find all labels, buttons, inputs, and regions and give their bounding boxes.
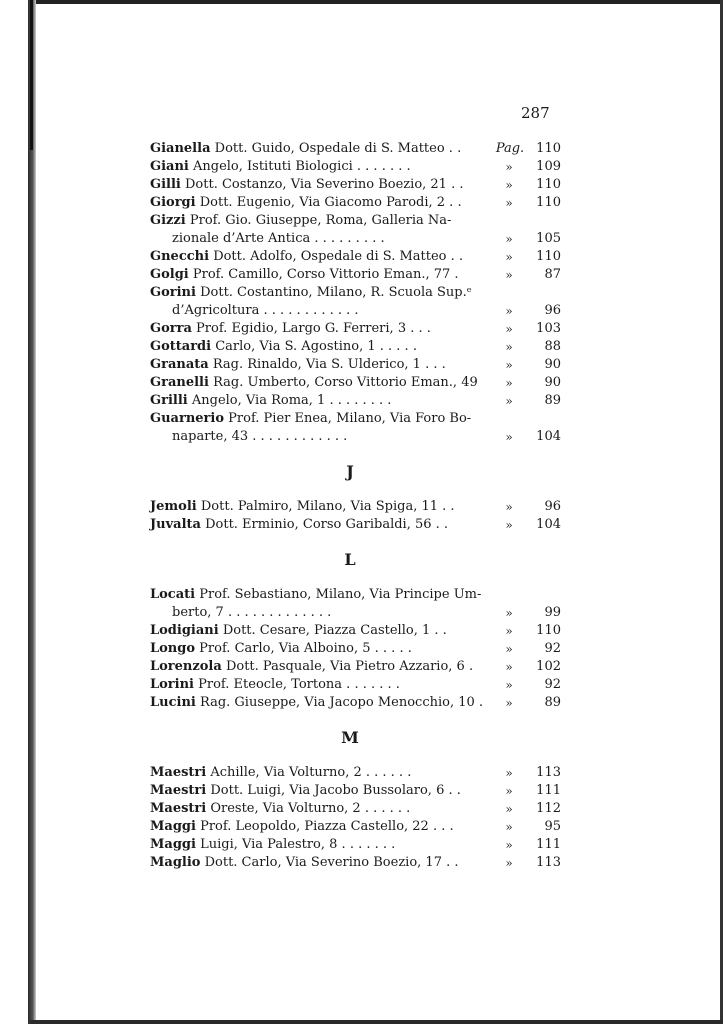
entry-page-number: 104 — [536, 517, 561, 532]
entry-line — [150, 658, 473, 676]
entry-details: Prof. Eteocle, Tortona . . . . . . . — [198, 677, 400, 692]
entry-details: Carlo, Via S. Agostino, 1 . . . . . — [215, 339, 417, 354]
entry-details: Dott. Costanzo, Via Severino Boezio, 21 . . — [185, 177, 464, 192]
entry-page-number: 110 — [536, 141, 561, 156]
index-section — [150, 140, 560, 446]
page-ditto-mark: » — [505, 394, 513, 408]
page-ditto-mark: » — [505, 250, 513, 264]
entry-page-number: 110 — [536, 623, 561, 638]
entry-surname: Maestri — [150, 783, 207, 798]
entry-surname: Juvalta — [150, 517, 201, 532]
page-ditto-mark: » — [505, 340, 513, 354]
entry-line — [150, 212, 451, 230]
index-section — [150, 712, 560, 872]
index-entry — [150, 212, 560, 248]
index-entry — [150, 158, 560, 176]
book-spine-edge — [28, 0, 36, 1024]
page-number: 287 — [521, 104, 550, 122]
entry-surname: Granelli — [150, 375, 209, 390]
entry-surname: Giorgi — [150, 195, 196, 210]
entry-page-number: 89 — [544, 393, 561, 408]
entry-line — [150, 158, 411, 176]
entry-line — [150, 854, 459, 872]
index-entry — [150, 640, 560, 658]
entry-details: Dott. Adolfo, Ospedale di S. Matteo . . — [213, 249, 464, 264]
page-ditto-mark: » — [505, 178, 513, 192]
index-section — [150, 534, 560, 712]
index-entry — [150, 516, 560, 534]
entry-details: Luigi, Via Palestro, 8 . . . . . . . — [200, 837, 396, 852]
entry-line — [150, 836, 395, 854]
index-entry — [150, 356, 560, 374]
entry-surname: Locati — [150, 587, 196, 602]
page-ditto-mark: » — [505, 268, 513, 282]
entry-line — [150, 764, 411, 782]
entry-page-number: 95 — [544, 819, 561, 834]
section-letter-heading: J — [346, 462, 354, 481]
entry-page-number: 104 — [536, 429, 561, 444]
entry-surname: Granata — [150, 357, 209, 372]
index-entry — [150, 392, 560, 410]
entry-page-number: 96 — [544, 499, 561, 514]
entry-page-number: 102 — [536, 659, 561, 674]
entry-details: Prof. Sebastiano, Milano, Via Principe Um- — [199, 587, 482, 602]
entry-surname: Guarnerio — [150, 411, 225, 426]
index-entry — [150, 694, 560, 712]
page-ditto-mark: » — [505, 160, 513, 174]
entry-line — [150, 694, 483, 712]
entry-line — [150, 498, 455, 516]
entry-surname: Maggi — [150, 837, 196, 852]
index-entry — [150, 658, 560, 676]
entry-page-number: 89 — [544, 695, 561, 710]
index-entry — [150, 854, 560, 872]
entry-surname: Gilli — [150, 177, 181, 192]
entry-surname: Gizzi — [150, 213, 186, 228]
index-entry — [150, 836, 560, 854]
entry-line — [150, 356, 446, 374]
entry-surname: Longo — [150, 641, 196, 656]
entry-line — [150, 782, 461, 800]
page-ditto-mark: » — [505, 430, 513, 444]
entry-details: Prof. Pier Enea, Milano, Via Foro Bo- — [228, 411, 472, 426]
entry-page-number: 113 — [536, 765, 561, 780]
entry-page-number: 105 — [536, 231, 561, 246]
entry-page-number: 99 — [544, 605, 561, 620]
page-ditto-mark: » — [505, 376, 513, 390]
entry-details-continued: zionale d’Arte Antica . . . . . . . . . — [172, 231, 385, 246]
entry-line — [150, 676, 400, 694]
index-entry — [150, 622, 560, 640]
entry-details: Prof. Egidio, Largo G. Ferreri, 3 . . . — [196, 321, 431, 336]
entry-details: Rag. Giuseppe, Via Jacopo Menocchio, 10 . — [199, 695, 484, 710]
entry-surname: Lodigiani — [150, 623, 219, 638]
page-ditto-mark: » — [505, 838, 513, 852]
page-ditto-mark: » — [505, 696, 513, 710]
entry-line — [150, 516, 448, 534]
page-ditto-mark: » — [505, 518, 513, 532]
entry-page-number: 110 — [536, 177, 561, 192]
entry-page-number: 111 — [536, 837, 561, 852]
entry-details: Dott. Pasquale, Via Pietro Azzario, 6 . — [225, 659, 474, 674]
entry-surname: Gianella — [150, 141, 211, 156]
entry-surname: Gottardi — [150, 339, 212, 354]
entry-surname: Giani — [150, 159, 189, 174]
entry-details: Prof. Camillo, Corso Vittorio Eman., 77 . — [192, 267, 459, 282]
entry-page-number: 96 — [544, 303, 561, 318]
index-entry — [150, 586, 560, 622]
entry-details: Oreste, Via Volturno, 2 . . . . . . — [210, 801, 411, 816]
entry-line — [150, 640, 412, 658]
entry-line — [150, 338, 417, 356]
entry-details: Dott. Eugenio, Via Giacomo Parodi, 2 . . — [199, 195, 462, 210]
entry-page-number: 103 — [536, 321, 561, 336]
page-ditto-mark: » — [505, 784, 513, 798]
page-ditto-mark: » — [505, 856, 513, 870]
index-entry — [150, 818, 560, 836]
page-ditto-mark: » — [505, 820, 513, 834]
page-ditto-mark: » — [505, 322, 513, 336]
page-ditto-mark: » — [505, 660, 513, 674]
entry-details: Angelo, Istituti Biologici . . . . . . . — [193, 159, 411, 174]
page-ditto-mark: » — [505, 642, 513, 656]
entry-details: Rag. Rinaldo, Via S. Ulderico, 1 . . . — [212, 357, 446, 372]
index-entry — [150, 320, 560, 338]
entry-line — [150, 176, 463, 194]
entry-page-number: 90 — [544, 357, 561, 372]
entry-page-number: 88 — [544, 339, 561, 354]
entry-page-number: 109 — [536, 159, 561, 174]
entry-details: Dott. Guido, Ospedale di S. Matteo . . — [214, 141, 462, 156]
entry-line — [150, 622, 447, 640]
entry-page-number: 113 — [536, 855, 561, 870]
entry-page-number: 92 — [544, 641, 561, 656]
index-entry — [150, 410, 560, 446]
index-section — [150, 446, 560, 534]
entry-surname: Gorra — [150, 321, 192, 336]
page-ditto-mark: » — [505, 624, 513, 638]
page-ditto-mark: » — [505, 304, 513, 318]
entry-line — [150, 266, 459, 284]
entry-surname: Grilli — [150, 393, 188, 408]
entry-page-number: 90 — [544, 375, 561, 390]
index-entry — [150, 338, 560, 356]
entry-surname: Maestri — [150, 765, 207, 780]
page-ditto-mark: Pag. — [495, 141, 525, 156]
index-entry — [150, 498, 560, 516]
entry-line — [150, 818, 454, 836]
entry-surname: Golgi — [150, 267, 189, 282]
entry-details: Achille, Via Volturno, 2 . . . . . . — [210, 765, 412, 780]
entry-details: Prof. Leopoldo, Piazza Castello, 22 . . . — [200, 819, 454, 834]
index-list — [150, 140, 560, 872]
entry-details: Dott. Erminio, Corso Garibaldi, 56 . . — [205, 517, 449, 532]
entry-page-number: 112 — [536, 801, 561, 816]
entry-details: Dott. Cesare, Piazza Castello, 1 . . — [222, 623, 447, 638]
entry-surname: Lorenzola — [150, 659, 222, 674]
entry-line — [150, 194, 462, 212]
entry-surname: Lucini — [150, 695, 196, 710]
index-entry — [150, 140, 560, 158]
entry-page-number: 110 — [536, 249, 561, 264]
page-bottom-edge — [30, 1020, 723, 1024]
index-entry — [150, 248, 560, 266]
page-ditto-mark: » — [505, 358, 513, 372]
entry-details: Dott. Carlo, Via Severino Boezio, 17 . . — [204, 855, 459, 870]
entry-line — [150, 140, 461, 158]
entry-surname: Gorini — [150, 285, 196, 300]
index-entry — [150, 764, 560, 782]
section-letter-heading: M — [341, 728, 359, 747]
entry-details: Dott. Costantino, Milano, R. Scuola Sup.ᵉ — [200, 285, 472, 300]
entry-details: Dott. Palmiro, Milano, Via Spiga, 11 . . — [200, 499, 455, 514]
entry-details: Angelo, Via Roma, 1 . . . . . . . . — [191, 393, 392, 408]
entry-page-number: 92 — [544, 677, 561, 692]
entry-line — [150, 392, 391, 410]
entry-details: Prof. Carlo, Via Alboino, 5 . . . . . — [199, 641, 412, 656]
page-top-edge — [30, 0, 723, 4]
page-ditto-mark: » — [505, 802, 513, 816]
page-ditto-mark: » — [505, 678, 513, 692]
entry-line — [150, 800, 410, 818]
entry-details-continued: naparte, 43 . . . . . . . . . . . . — [172, 429, 348, 444]
entry-page-number: 87 — [544, 267, 561, 282]
page-ditto-mark: » — [505, 500, 513, 514]
entry-line — [150, 320, 431, 338]
entry-details: Prof. Gio. Giuseppe, Roma, Galleria Na- — [189, 213, 452, 228]
section-letter-heading: L — [344, 550, 356, 569]
entry-line — [150, 586, 481, 604]
index-entry — [150, 194, 560, 212]
index-entry — [150, 176, 560, 194]
index-entry — [150, 782, 560, 800]
page-ditto-mark: » — [505, 232, 513, 246]
entry-page-number: 110 — [536, 195, 561, 210]
book-spine-shadow — [30, 0, 33, 150]
index-entry — [150, 374, 560, 392]
entry-surname: Maestri — [150, 801, 207, 816]
entry-page-number: 111 — [536, 783, 561, 798]
entry-details-continued: berto, 7 . . . . . . . . . . . . . — [172, 605, 332, 620]
entry-surname: Maglio — [150, 855, 201, 870]
page-ditto-mark: » — [505, 766, 513, 780]
index-entry — [150, 676, 560, 694]
entry-surname: Lorini — [150, 677, 194, 692]
index-entry — [150, 800, 560, 818]
page-ditto-mark: » — [505, 606, 513, 620]
entry-surname: Jemoli — [150, 499, 197, 514]
entry-line — [150, 248, 463, 266]
entry-line — [150, 284, 472, 302]
page-ditto-mark: » — [505, 196, 513, 210]
entry-details: Dott. Luigi, Via Jacobo Bussolaro, 6 . . — [210, 783, 461, 798]
entry-surname: Maggi — [150, 819, 196, 834]
entry-surname: Gnecchi — [150, 249, 210, 264]
entry-details: Rag. Umberto, Corso Vittorio Eman., 49 — [213, 375, 478, 390]
index-entry — [150, 266, 560, 284]
entry-line — [150, 410, 471, 428]
index-entry — [150, 284, 560, 320]
entry-details-continued: d’Agricoltura . . . . . . . . . . . . — [172, 303, 359, 318]
entry-line — [150, 374, 478, 392]
